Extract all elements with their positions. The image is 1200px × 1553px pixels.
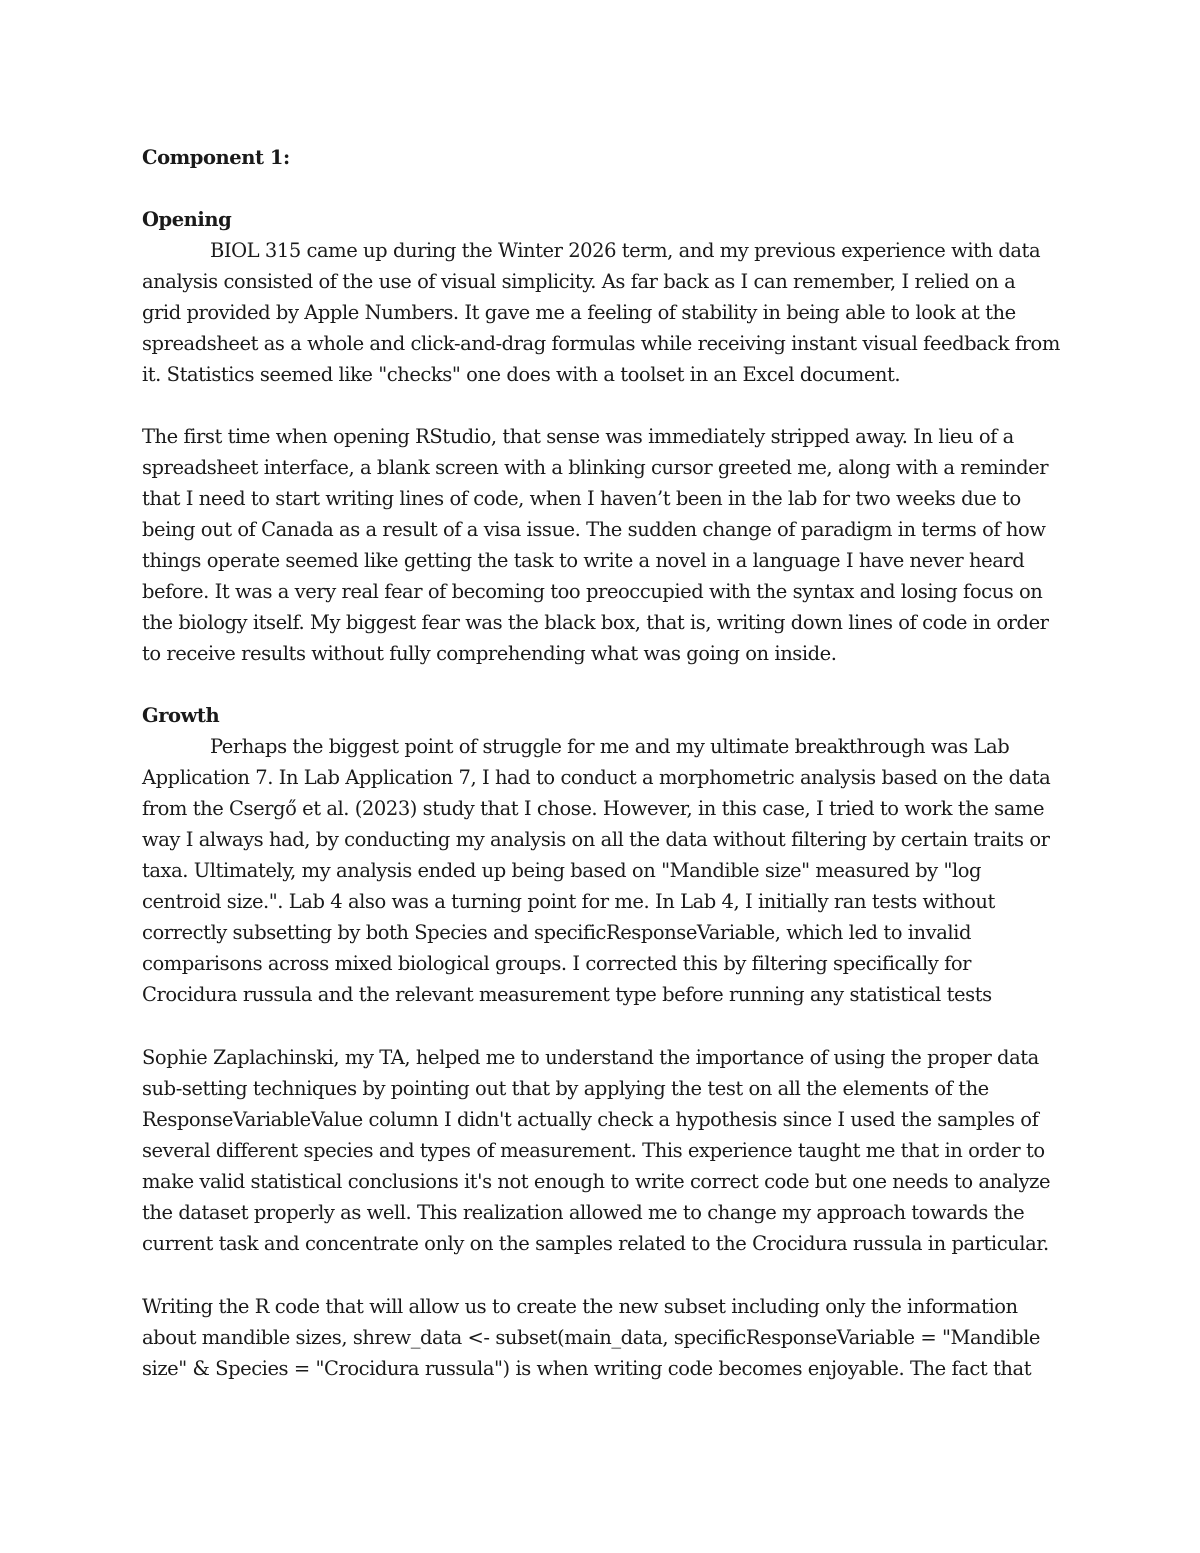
text-line: things operate seemed like getting the task to write a novel in a language I have never heard xyxy=(142,549,1025,572)
text-line: Application 7. In Lab Application 7, I had to conduct a morphometric analysis based on the data xyxy=(142,766,1051,789)
text-line: ResponseVariableValue column I didn't actually check a hypothesis since I used the samples of xyxy=(142,1108,1039,1131)
text-line: current task and concentrate only on the samples related to the Crocidura russula in particular. xyxy=(142,1232,1049,1255)
text-line: correctly subsetting by both Species and specificResponseVariable, which led to invalid xyxy=(142,921,971,944)
text-line: analysis consisted of the use of visual simplicity. As far back as I can remember, I relied on a xyxy=(142,270,1016,293)
text-line: about mandible sizes, shrew_data <- subset(main_data, specificResponseVariable = "Mandible xyxy=(142,1326,1041,1349)
text-line: spreadsheet as a whole and click-and-drag formulas while receiving instant visual feedback from xyxy=(142,332,1060,355)
text-line: several different species and types of measurement. This experience taught me that in order to xyxy=(142,1139,1045,1162)
text-line: to receive results without fully comprehending what was going on inside. xyxy=(142,642,837,665)
text-line: BIOL 315 came up during the Winter 2026 term, and my previous experience with data xyxy=(210,239,1041,262)
text-line: sub-setting techniques by pointing out that by applying the test on all the elements of the xyxy=(142,1077,989,1100)
text-line: Crocidura russula and the relevant measurement type before running any statistical tests xyxy=(142,983,992,1006)
section-heading-growth: Growth xyxy=(142,704,220,727)
text-line: taxa. Ultimately, my analysis ended up being based on "Mandible size" measured by "log xyxy=(142,859,982,882)
text-line: comparisons across mixed biological groups. I corrected this by filtering specifically for xyxy=(142,952,972,975)
text-line: from the Csergő et al. (2023) study that I chose. However, in this case, I tried to work the same xyxy=(142,797,1045,820)
section-heading-opening: Opening xyxy=(142,208,232,231)
text-line: Writing the R code that will allow us to create the new subset including only the information xyxy=(142,1295,1018,1318)
document-title: Component 1: xyxy=(142,146,290,169)
text-line: way I always had, by conducting my analysis on all the data without filtering by certain traits or xyxy=(142,828,1050,851)
text-line: make valid statistical conclusions it's not enough to write correct code but one needs to analyze xyxy=(142,1170,1051,1193)
text-line: the biology itself. My biggest fear was the black box, that is, writing down lines of code in order xyxy=(142,611,1049,634)
text-line: it. Statistics seemed like "checks" one does with a toolset in an Excel document. xyxy=(142,363,901,386)
text-line: the dataset properly as well. This realization allowed me to change my approach towards the xyxy=(142,1201,1025,1224)
text-line: that I need to start writing lines of code, when I haven’t been in the lab for two weeks due to xyxy=(142,487,1021,510)
text-line: grid provided by Apple Numbers. It gave me a feeling of stability in being able to look at the xyxy=(142,301,1016,324)
text-line: The first time when opening RStudio, that sense was immediately stripped away. In lieu of a xyxy=(142,425,1014,448)
text-line: Sophie Zaplachinski, my TA, helped me to understand the importance of using the proper data xyxy=(142,1046,1039,1069)
text-line: centroid size.". Lab 4 also was a turning point for me. In Lab 4, I initially ran tests without xyxy=(142,890,995,913)
text-line: size" & Species = "Crocidura russula") is when writing code becomes enjoyable. The fact that xyxy=(142,1357,1032,1380)
text-line: before. It was a very real fear of becoming too preoccupied with the syntax and losing focus on xyxy=(142,580,1043,603)
text-line: being out of Canada as a result of a visa issue. The sudden change of paradigm in terms of how xyxy=(142,518,1046,541)
text-line: Perhaps the biggest point of struggle for me and my ultimate breakthrough was Lab xyxy=(210,735,1010,758)
text-line: spreadsheet interface, a blank screen with a blinking cursor greeted me, along with a reminder xyxy=(142,456,1049,479)
